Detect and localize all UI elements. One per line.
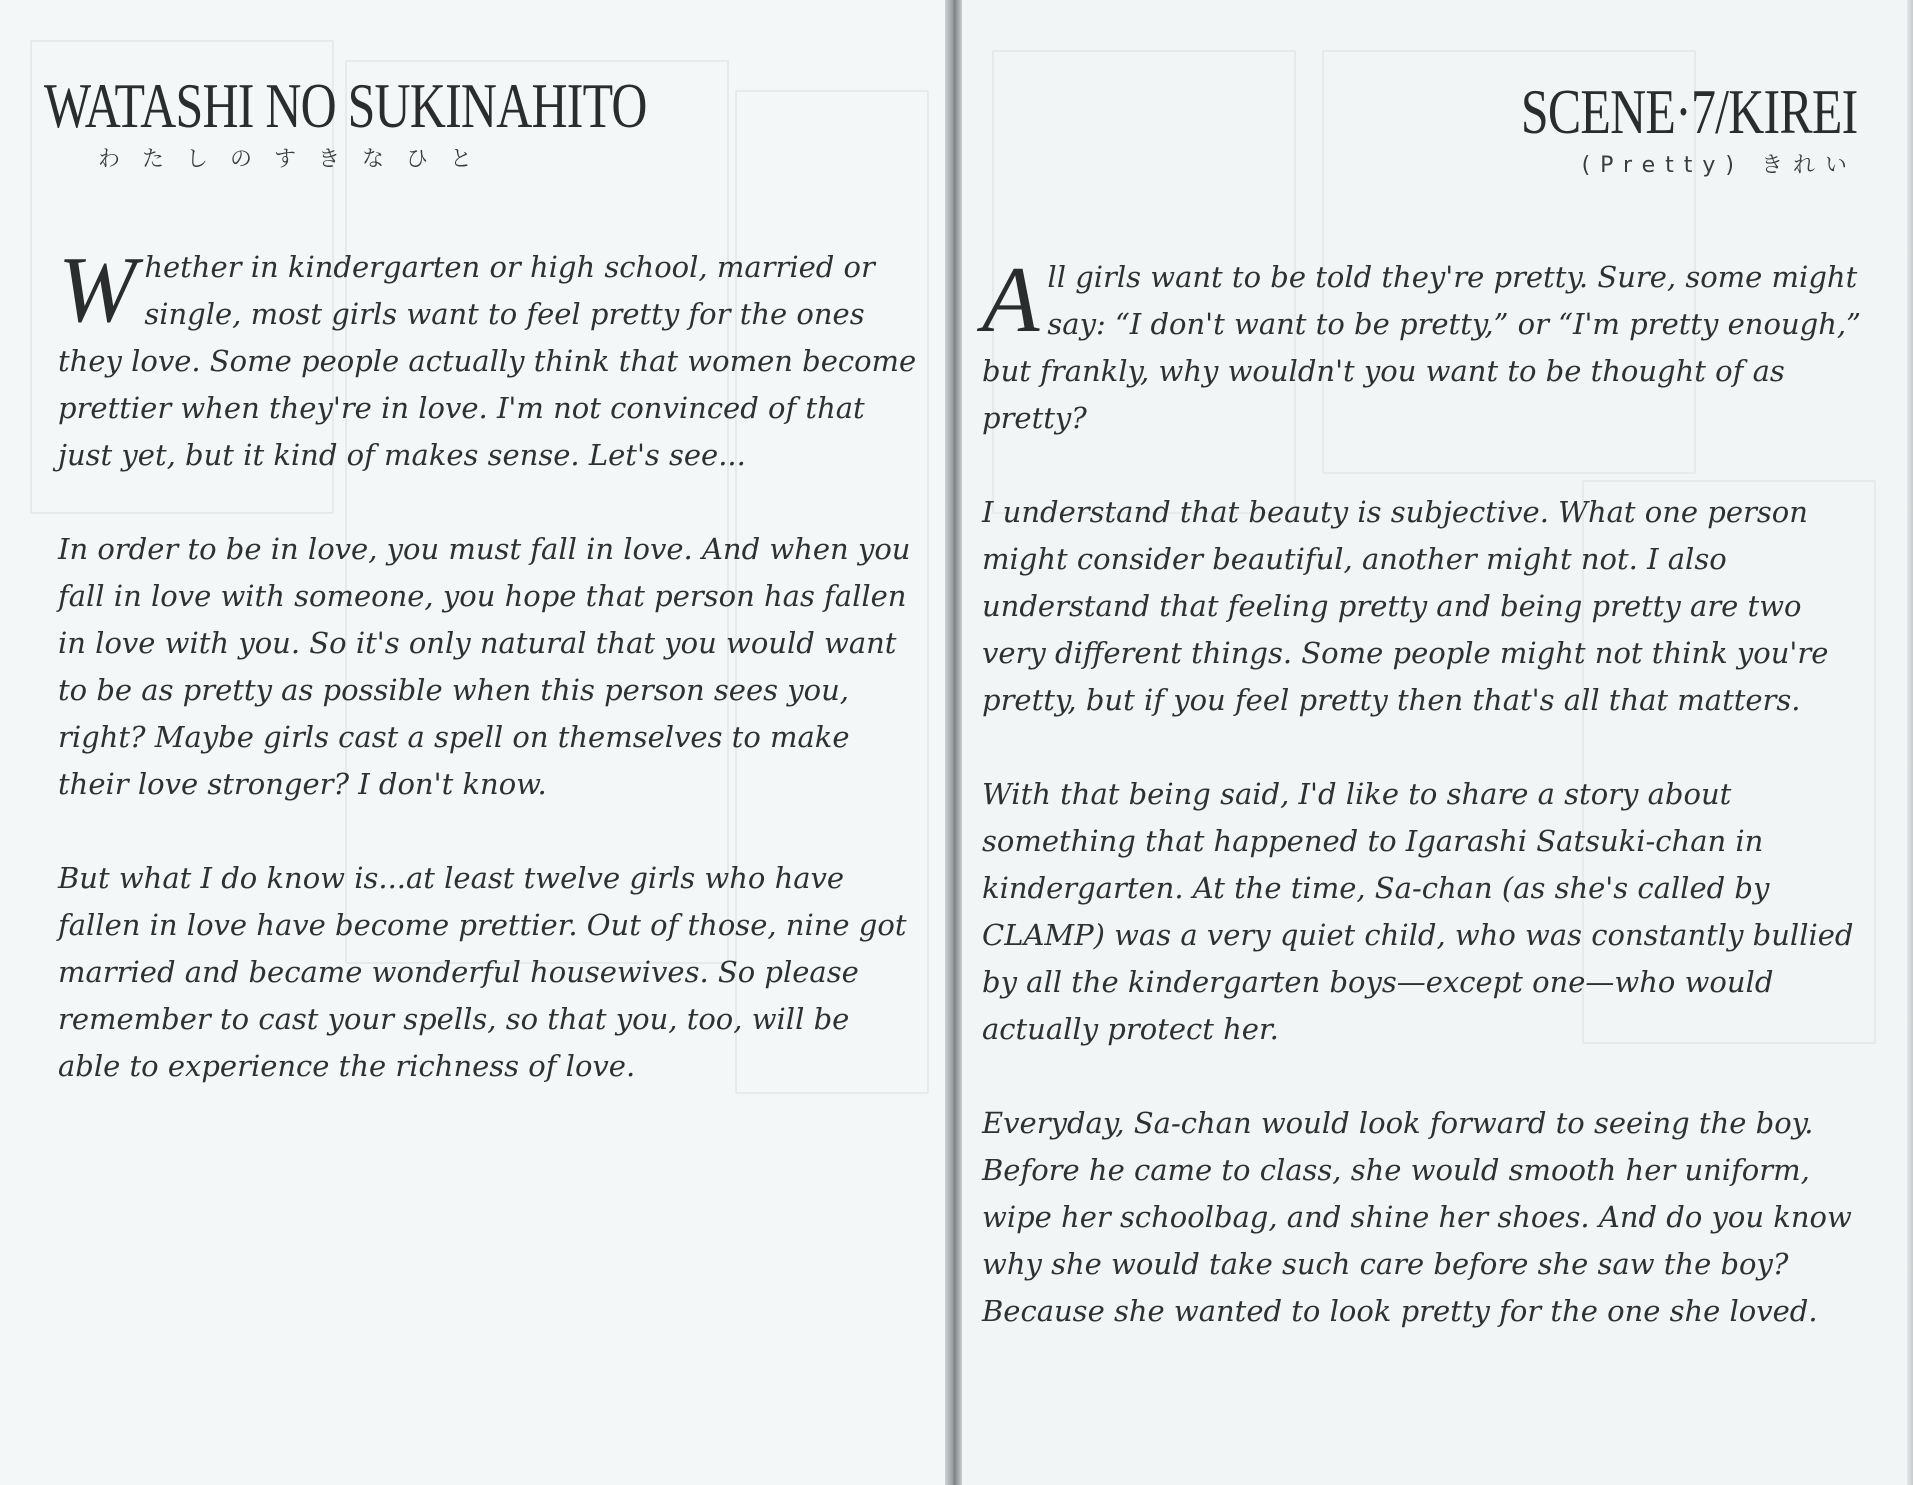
paragraph-text: ll girls want to be told they're pretty. Sure, some might say: “I don't want to be pretty,” or “I'm pretty enough,” but frankly, why wouldn't you want to be thought of as pretty? [982, 260, 1861, 435]
paragraph-text: With that being said, I'd like to share a story about something that happened to Igarashi Satsuki-chan in kindergarten. At the time, Sa-chan (as she's called by CLAMP) was a very quiet child, who was constantly bullied by all the kindergarten boys—except one—who would actually protect her. [982, 777, 1854, 1046]
page-edge [1907, 0, 1913, 1485]
paragraph-text: pretty then that's all that matters. [1289, 683, 1801, 717]
left-page [0, 0, 945, 1485]
paragraph [982, 1100, 1862, 1335]
paragraph [982, 489, 1862, 724]
emphasized-word: feel [1234, 683, 1290, 717]
book-gutter [945, 0, 962, 1485]
emphasized-word: being [1500, 589, 1583, 623]
paragraph-text: In order to be in love, you must fall in love. And when you fall in love with someone, you hope that person has fallen in love with you. So it's only natural that you would want to be as pretty as possible when this person sees you, right? Maybe girls cast a spell on themselves to make their love stronger? I don't know. [58, 532, 911, 801]
right-body-text [982, 248, 1862, 1382]
paragraph [982, 771, 1862, 1053]
left-title-block [44, 70, 817, 173]
paragraph-text: pretty and [1328, 589, 1501, 623]
drop-cap: W [58, 238, 137, 342]
right-page [962, 0, 1913, 1485]
drop-cap: A [982, 248, 1040, 352]
paragraph [58, 855, 918, 1090]
right-page-subtitle: (Pretty) きれい [1581, 153, 1857, 178]
right-page-title: SCENE·7/KIREI [1520, 76, 1857, 147]
paragraph [982, 248, 1862, 442]
left-page-title: WATASHI NO SUKINAHITO [44, 70, 647, 141]
paragraph [58, 238, 918, 479]
paragraph [58, 526, 918, 808]
paragraph-text: But what I do know is...at least twelve girls who have fallen in love have become prettier. Out of those, nine got married and became wonderful housewives. So please remember to cast your spells, so that you, too, will be able to experience the richness of love. [58, 861, 907, 1083]
right-title-block [1426, 76, 1857, 179]
paragraph-text: hether in kindergarten or high school, married or single, most girls want to feel pretty for the ones they love. Some people actually think that women become prettier when they're in love. I'm not convinced of that just yet, but it kind of makes sense. Let's see... [58, 250, 917, 472]
left-body-text [58, 238, 918, 1137]
paragraph-text: Everyday, Sa-chan would look forward to seeing the boy. Before he came to class, she would smooth her uniform, wipe her schoolbag, and shine her shoes. And do you know why she would take such care before she saw the boy? Because she wanted to look pretty for the one she loved. [982, 1106, 1852, 1328]
paragraph-text: I understand that beauty is subjective. What one person might consider beautiful, another might not. I also understand that [982, 495, 1808, 623]
paragraph-text: pretty are two very different things. Some people might not think you're pretty, but if you [982, 589, 1829, 717]
left-page-subtitle: わたしのすきなひと [98, 147, 495, 172]
emphasized-word: feeling [1227, 589, 1329, 623]
